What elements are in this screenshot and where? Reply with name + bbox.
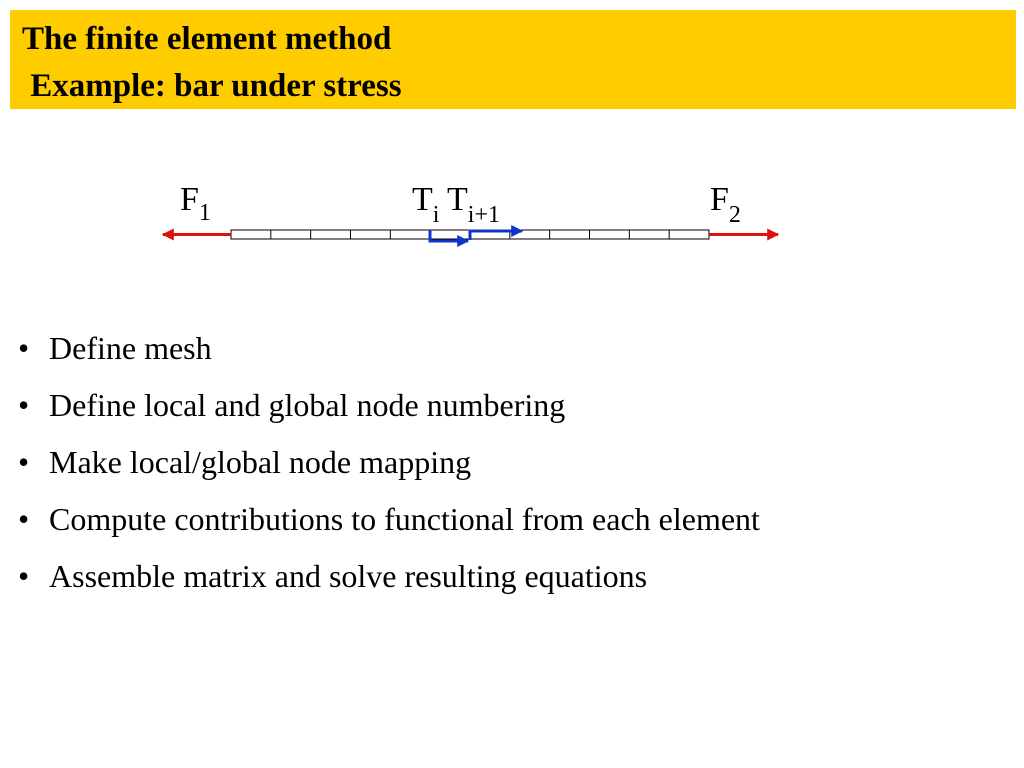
label-f2 [710, 181, 741, 228]
bullet-text: Define local and global node numbering [49, 387, 566, 423]
bullet-text: Compute contributions to functional from each element [49, 501, 760, 537]
bullet-symbol: • [18, 330, 30, 366]
bullet-symbol: • [18, 558, 30, 594]
label-f2-sub: 2 [728, 202, 741, 228]
bullet-text: Assemble matrix and solve resulting equations [49, 558, 648, 594]
label-ti1-sub: i+1 [467, 202, 500, 228]
bullet-symbol: • [18, 501, 30, 537]
bullet-symbol: • [18, 387, 30, 423]
label-ti1-base: T [447, 181, 468, 218]
bullet-text: Define mesh [49, 330, 212, 366]
slide-subtitle: Example: bar under stress [22, 68, 402, 104]
label-f1-base: F [180, 181, 199, 218]
bullet-symbol: • [18, 444, 30, 480]
label-ti1 [447, 181, 500, 228]
label-f1 [180, 181, 211, 226]
label-f2-base: F [710, 181, 729, 218]
label-ti [412, 181, 440, 228]
label-f1-sub: 1 [198, 200, 211, 226]
label-ti-base: T [412, 181, 433, 218]
bullet-text: Make local/global node mapping [49, 444, 472, 480]
label-ti-sub: i [432, 202, 440, 228]
bar-diagram [0, 0, 1024, 300]
slide-title: The finite element method [22, 21, 392, 57]
